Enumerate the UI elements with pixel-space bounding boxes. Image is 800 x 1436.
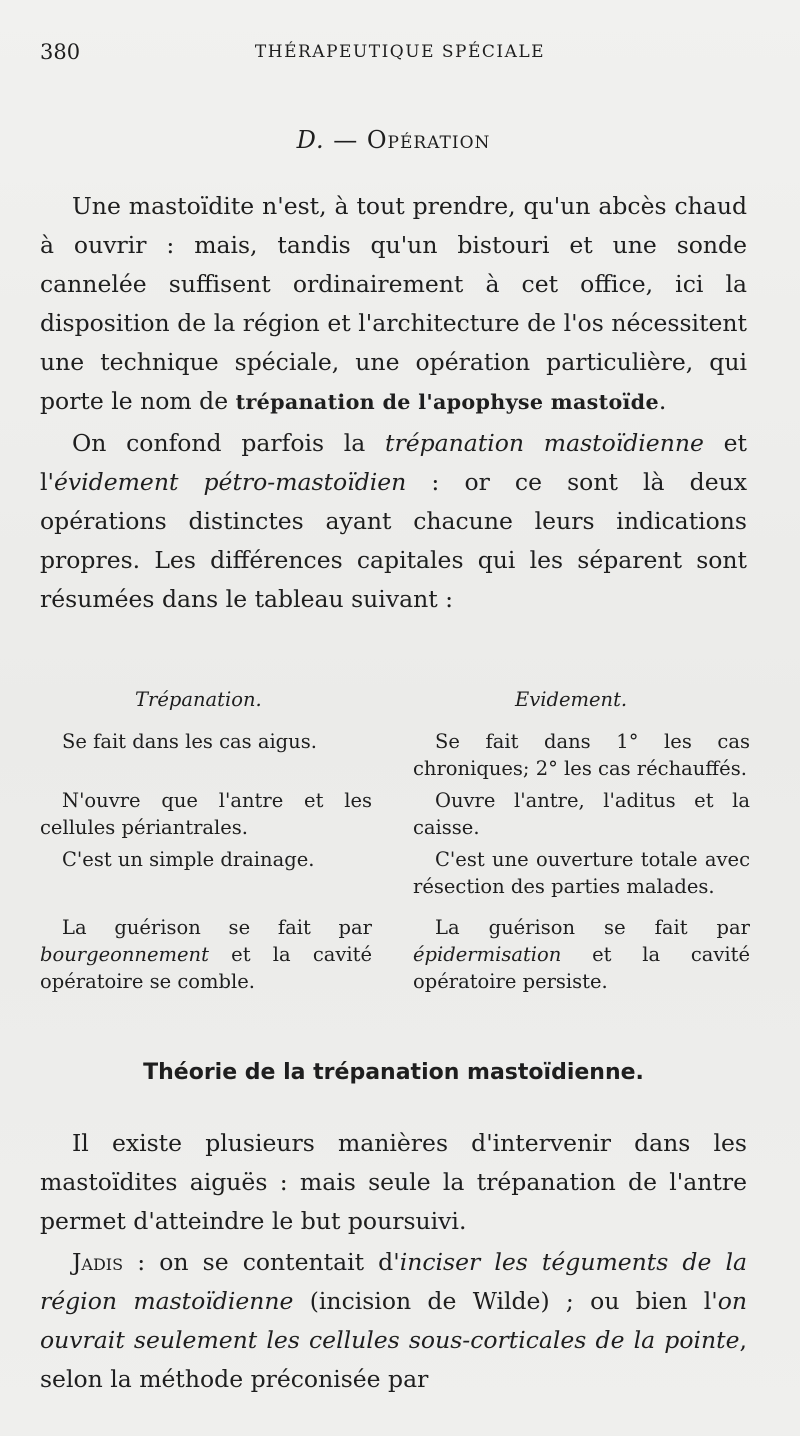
cell-italic-term: bourgeonnement	[40, 943, 209, 966]
italic-phrase-ouvrait: on ouvrait seulement les cellules sous-corticales de la pointe	[40, 1287, 747, 1354]
italic-term-trepanation: trépanation mastoïdienne	[385, 429, 704, 457]
intro-block	[40, 187, 747, 619]
table-row	[40, 914, 750, 995]
italic-phrase-inciser: inciser les téguments de la région mastoïdienne	[40, 1248, 747, 1315]
column-header-trepanation: Trépanation.	[135, 688, 262, 711]
cell-italic-term: épidermisation	[413, 943, 562, 966]
subheading: Théorie de la trépanation mastoïdienne.	[143, 1060, 644, 1085]
confusion-paragraph	[40, 424, 747, 619]
jadis-text-1: : on se contentait d'	[123, 1248, 400, 1276]
cell-text: Ouvre l'antre, l'aditus et la caisse.	[413, 789, 750, 839]
italic-term-evidement: évidement pétro-mastoïdien	[53, 468, 407, 496]
table-row	[40, 728, 750, 782]
jadis-text-2: (incision de Wilde) ; ou bien l'	[293, 1287, 718, 1315]
cell-text: Se fait dans les cas aigus.	[62, 730, 317, 753]
running-title: THÉRAPEUTIQUE SPÉCIALE	[254, 42, 546, 62]
cell-text: N'ouvre que l'antre et les cellules périantrales.	[40, 789, 372, 839]
table-row	[40, 846, 750, 900]
cell-text: C'est un simple drainage.	[62, 848, 315, 871]
cell-text: Se fait dans 1° les cas chroniques; 2° les cas réchauffés.	[413, 730, 750, 780]
jadis-lead: Jadis	[72, 1248, 124, 1276]
section-letter: D.	[296, 126, 325, 154]
table-cell-right	[413, 787, 750, 841]
table-cell-left	[40, 914, 372, 995]
section-title	[40, 126, 747, 154]
confusion-text-2: et l'	[40, 429, 747, 496]
cell-text: La guérison se fait par	[62, 916, 372, 939]
running-head	[40, 40, 760, 70]
table-header	[40, 686, 750, 728]
table-cell-right	[413, 846, 750, 900]
section-title-text: Opération	[366, 126, 491, 154]
intro-text: Une mastoïdite n'est, à tout prendre, qu'un abcès chaud à ouvrir : mais, tandis qu'un bistouri et une sonde cannelée suffisent ordinairement à cet office, ici la disposition de la région et l'architecture de l'os nécessitent une technique spéciale, une opération particulière, qui porte le nom de	[40, 192, 747, 415]
table-cell-left	[40, 846, 372, 900]
comparison-table	[40, 686, 750, 995]
table-cell-right	[413, 914, 750, 995]
table-cell-left	[40, 787, 372, 841]
bold-term: trépanation de l'apophyse mastoïde	[235, 390, 659, 414]
column-header-evidement: Evidement.	[515, 688, 628, 711]
section-dash: —	[324, 126, 367, 154]
intro-end: .	[658, 387, 667, 415]
cell-text: La guérison se fait par	[435, 916, 750, 939]
jadis-text-3: , selon la méthode préconisée par	[40, 1326, 747, 1393]
table-cell-right	[413, 728, 750, 782]
cell-text: C'est une ouverture totale avec résection des parties malades.	[413, 848, 750, 898]
confusion-text-1: On confond parfois la	[72, 429, 386, 457]
theory-block	[40, 1124, 747, 1399]
table-cell-left	[40, 728, 372, 782]
page-number: 380	[40, 40, 81, 64]
intro-paragraph	[40, 187, 747, 422]
theory-paragraph: Il existe plusieurs manières d'intervenir dans les mastoïdites aiguës : mais seule la trépanation de l'antre permet d'atteindre le but poursuivi.	[40, 1129, 747, 1235]
cell-text: et la cavité opératoire persiste.	[413, 943, 750, 993]
jadis-paragraph	[40, 1243, 747, 1399]
table-row	[40, 787, 750, 841]
confusion-text-3: : or ce sont là deux opérations distinctes ayant chacune leurs indications propres. Les différences capitales qui les séparent sont résumées dans le tableau suivant :	[40, 468, 747, 613]
cell-text: et la cavité opératoire se comble.	[40, 943, 372, 993]
